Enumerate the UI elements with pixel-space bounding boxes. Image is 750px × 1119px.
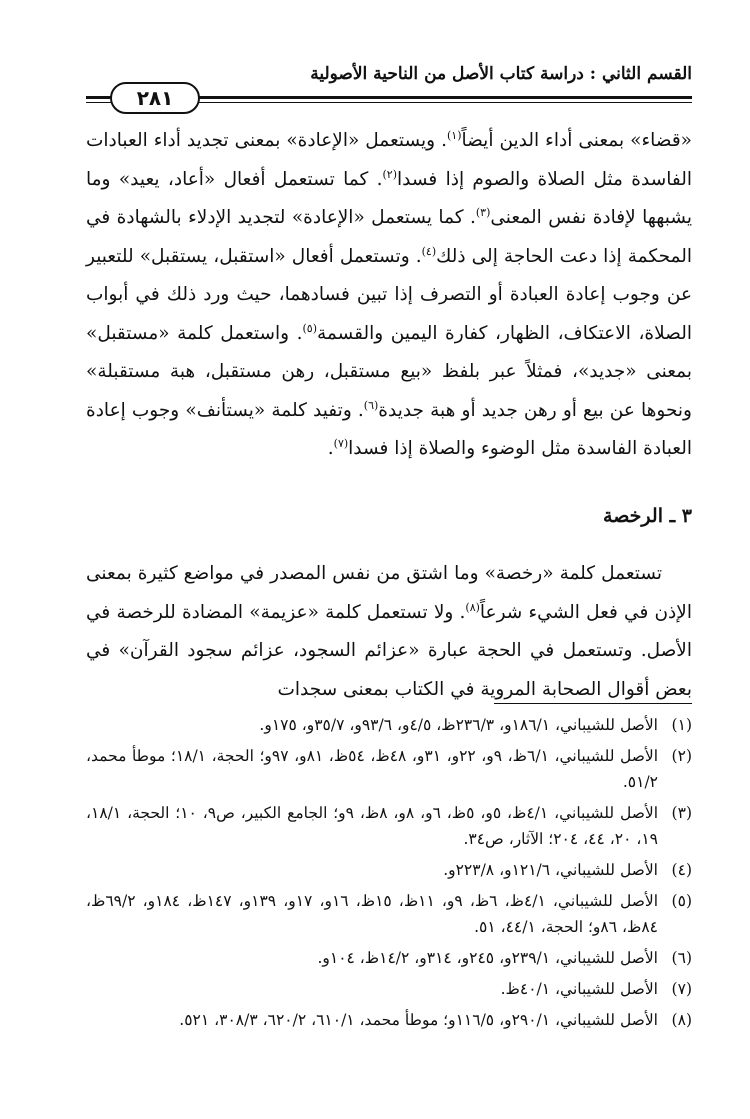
text-run: . xyxy=(327,438,334,459)
footnote-text: الأصل للشيباني، ٢٩٠/١و، ١١٦/٥و؛ موطأ محمد، ٦١٠/١، ٦٢٠/٢، ٣٠٨/٣، ٥٢١. xyxy=(179,1011,658,1029)
footnotes xyxy=(86,712,692,1038)
footnote-ref: (٦) xyxy=(363,398,379,412)
page-number-badge: ٢٨١ xyxy=(110,82,200,114)
main-text xyxy=(86,122,692,709)
text-run: . وتفيد كلمة «يستأنف» وجوب إعادة العبادة الفاسدة مثل الوضوء والصلاة إذا فسدا xyxy=(86,399,692,459)
footnote xyxy=(86,976,692,1002)
footnote-number: (٦) xyxy=(671,949,692,967)
footnote-ref: (٢) xyxy=(382,167,398,181)
page-header xyxy=(86,62,692,122)
footnote xyxy=(86,712,692,738)
footnote-ref: (٨) xyxy=(465,600,480,614)
footnote-ref: (٣) xyxy=(475,205,491,219)
section-heading: ٣ ـ الرخصة xyxy=(603,504,692,527)
footnote-number: (٣) xyxy=(671,804,692,822)
running-header-title: القسم الثاني : دراسة كتاب الأصل من الناحية الأصولية xyxy=(310,64,692,84)
footnote xyxy=(86,888,692,940)
footnote-ref: (١) xyxy=(446,128,462,142)
footnote xyxy=(86,800,692,852)
footnote-ref: (٧) xyxy=(333,436,349,450)
footnote-ref: (٥) xyxy=(302,321,317,335)
text-run: . وتستعمل أفعال «استقبل، يستقبل» للتعبير عن وجوب إعادة العبادة أو التصرف إذا تبين فسادهما، حيث ورد ذلك في أبواب الصلاة، الاعتكاف، الظهار، كفارة اليمين والقسمة xyxy=(86,245,692,344)
footnote xyxy=(86,743,692,795)
footnote-text: الأصل للشيباني، ٤٠/١ظ. xyxy=(500,980,658,998)
footnote-text: الأصل للشيباني، ٤/١ظ، ٦ظ، ٩و، ١١ظ، ١٥ظ، ١٦و، ١٧و، ١٣٩و، ١٤٧ظ، ١٨٤و، ٦٩/٢ظ، ٨٤ظ، ٨٦و؛ الحجة، ٤٤/١، ٥١. xyxy=(86,892,659,936)
footnote-text: الأصل للشيباني، ٦/١ظ، ٩و، ٢٢و، ٣١و، ٤٨ظ، ٥٤ظ، ٨١و، ٩٧و؛ الحجة، ١٨/١؛ موطأ محمد، ٥١/٢. xyxy=(86,747,659,791)
footnote-number: (٤) xyxy=(671,861,692,879)
footnote-text: الأصل للشيباني، ١٢١/٦و، ٢٢٣/٨و. xyxy=(443,861,658,879)
footnote-number: (١) xyxy=(671,716,692,734)
text-run: . كما يستعمل «الإعادة» لتجديد الإدلاء بالشهادة في المحكمة إذا دعت الحاجة إلى ذلك xyxy=(86,207,692,267)
text-run: . ويستعمل «الإعادة» بمعنى تجديد أداء العبادات الفاسدة مثل الصلاة والصوم إذا فسدا xyxy=(86,130,692,190)
footnote-number: (٥) xyxy=(671,892,692,910)
text-run: . كما تستعمل أفعال «أعاد، يعيد» وما يشبهها لإفادة نفس المعنى xyxy=(86,168,692,228)
footnote xyxy=(86,857,692,883)
paragraph xyxy=(86,122,692,469)
footnote-number: (٢) xyxy=(671,747,692,765)
footnote-number: (٨) xyxy=(671,1011,692,1029)
footnote xyxy=(86,945,692,971)
footnote xyxy=(86,1007,692,1033)
paragraph xyxy=(86,555,692,709)
text-run: . واستعمل كلمة «مستقبل» بمعنى «جديد»، فمثلاً عبر بلفظ «بيع مستقبل، رهن مستقبل، هبة مستقبلة» ونحوها عن بيع أو رهن جديد أو هبة جديدة xyxy=(86,322,692,421)
footnote-separator xyxy=(494,703,692,704)
footnote-number: (٧) xyxy=(671,980,692,998)
footnote-text: الأصل للشيباني، ١٨٦/١و، ٢٣٦/٣ظ، ٤/٥و، ٩٣/٦و، ٣٥/٧و، ١٧٥و. xyxy=(259,716,658,734)
footnote-ref: (٤) xyxy=(421,244,437,258)
text-run: تستعمل كلمة «رخصة» وما اشتق من نفس المصدر في مواضع كثيرة بمعنى الإذن في فعل الشيء شرعاً xyxy=(86,563,692,623)
footnote-text: الأصل للشيباني، ٤/١ظ، ٥و، ٥ظ، ٦و، ٨و، ٨ظ، ٩و؛ الجامع الكبير، ص٩، ١٠؛ الحجة، ١٨/١، ١٩، ٢٠، ٤٤، ٢٠٤؛ الآثار، ص٣٤. xyxy=(86,804,659,848)
text-run: . ولا تستعمل كلمة «عزيمة» المضادة للرخصة في الأصل. وتستعمل في الحجة عبارة «عزائم السجود، عزائم سجود القرآن» في بعض أقوال الصحابة المروية في الكتاب بمعنى سجدات xyxy=(86,601,692,700)
footnote-text: الأصل للشيباني، ٢٣٩/١و، ٢٤٥و، ٣١٤و، ١٤/٢ظ، ١٠٤و. xyxy=(317,949,658,967)
text-run: «قضاء» بمعنى أداء الدين أيضاً xyxy=(461,130,693,151)
